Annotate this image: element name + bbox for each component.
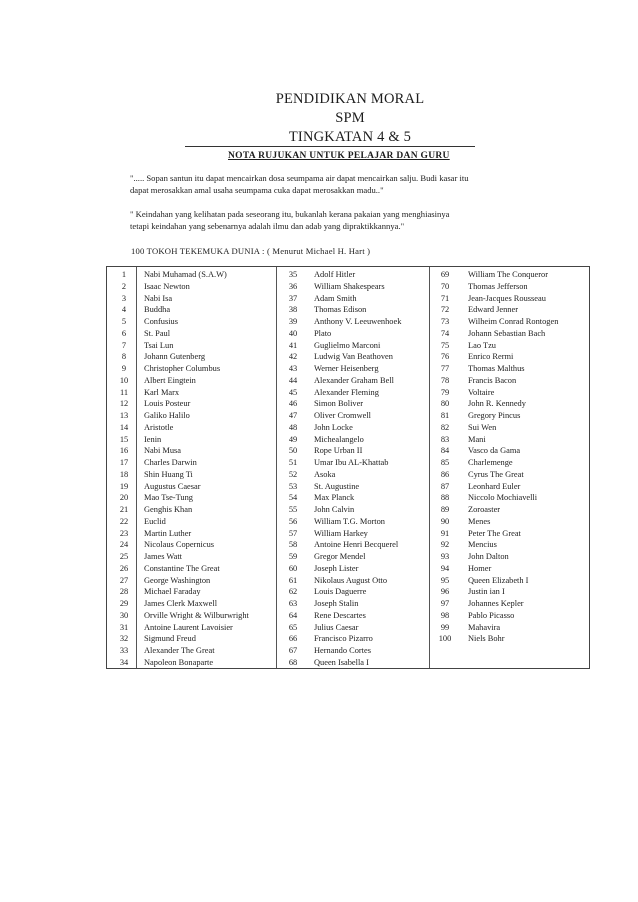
figure-name: Louis Posteur	[144, 399, 191, 409]
figure-name: Anthony V. Leeuwenhoek	[314, 317, 402, 326]
figure-name: Alexander Graham Bell	[314, 375, 394, 385]
figure-name: Simon Boliver	[314, 399, 364, 409]
figure-name: Genghis Khan	[144, 505, 193, 514]
figure-name: Alexander Fleming	[314, 387, 379, 397]
figure-name: Niels Bohr	[468, 634, 505, 644]
figure-name: Vasco da Gama	[468, 446, 521, 456]
rank-number: 7	[121, 340, 127, 350]
figure-name: Cyrus The Great	[468, 469, 524, 479]
rank-number: 9	[121, 364, 127, 373]
rank-number: 66	[288, 634, 298, 644]
table-row	[107, 410, 589, 421]
figure-name: Orville Wright & Wilburwright	[144, 610, 249, 620]
figure-name: St. Paul	[144, 328, 171, 338]
figure-name: George Washington	[144, 575, 211, 585]
table-row	[107, 598, 589, 609]
figure-name: Sui Wen	[468, 422, 497, 432]
figure-name: Mao Tse-Tung	[144, 493, 193, 503]
figure-name: Nabi Muhamad (S.A.W)	[144, 270, 227, 279]
rank-number: 61	[288, 575, 298, 585]
rank-number: 81	[440, 411, 450, 420]
rank-number: 11	[119, 387, 129, 397]
rank-number: 68	[288, 657, 298, 667]
table-row	[107, 504, 589, 515]
rank-number: 46	[288, 399, 298, 409]
figure-name: John Locke	[314, 422, 353, 432]
rank-number: 50	[288, 446, 298, 456]
figure-name: Johann Sebastian Bach	[468, 328, 546, 338]
rank-number: 75	[440, 340, 450, 350]
rank-number: 69	[440, 270, 450, 279]
rank-number: 19	[119, 481, 129, 491]
rank-number: 6	[121, 328, 127, 338]
title-divider	[185, 146, 475, 147]
figure-name: Christopher Columbus	[144, 364, 221, 373]
figure-name: Hernando Cortes	[314, 646, 371, 655]
rank-number: 28	[119, 587, 129, 597]
rank-number: 20	[119, 493, 129, 503]
rank-number: 2	[121, 281, 127, 291]
rank-number: 72	[440, 305, 450, 315]
figure-name: Lao Tzu	[468, 340, 496, 350]
rank-number: 54	[288, 493, 298, 503]
document-title	[0, 90, 638, 147]
figure-name: John Dalton	[468, 552, 509, 561]
rank-number: 12	[119, 399, 129, 409]
figure-name: Augustus Caesar	[144, 481, 201, 491]
figure-name: Johann Gutenberg	[144, 352, 206, 362]
figure-name: Ludwig Van Beathoven	[314, 352, 393, 362]
figure-name: Umar Ibu AL-Khattab	[314, 458, 389, 467]
rank-number: 25	[119, 552, 129, 561]
table-row	[107, 622, 589, 633]
figure-name: Queen Elizabeth I	[468, 575, 529, 585]
rank-number: 51	[288, 458, 298, 467]
figure-name: Wilheim Conrad Rontogen	[468, 317, 559, 326]
table-row	[107, 328, 589, 339]
rank-number: 42	[288, 352, 298, 362]
figure-name: Nikolaus August Otto	[314, 575, 388, 585]
rank-number: 40	[288, 328, 298, 338]
rank-number: 86	[440, 469, 450, 479]
rank-number: 79	[440, 387, 450, 397]
figure-name: Alexander The Great	[144, 646, 215, 655]
rank-number: 56	[288, 516, 298, 526]
figure-name: Albert Eingtein	[144, 375, 196, 385]
rank-number: 34	[119, 657, 129, 667]
table-row	[107, 387, 589, 398]
figure-name: Michealangelo	[314, 434, 364, 444]
figure-name: Oliver Cromwell	[314, 411, 371, 420]
rank-number: 26	[119, 563, 129, 573]
figure-name: Louis Daguerre	[314, 587, 367, 597]
figure-name: Peter The Great	[468, 528, 521, 538]
rank-number: 5	[121, 317, 127, 326]
quote-first: "..... Sopan santun itu dapat mencairkan dosa seumpama air dapat mencairkan salju. Budi kasar itu dapat merosakkan amal usaha seumpama cuka dapat merosakkan madu.."	[130, 173, 469, 195]
table-row	[107, 469, 589, 480]
table-row	[107, 481, 589, 492]
rank-number: 98	[440, 610, 450, 620]
figure-name: Justin ian I	[468, 587, 505, 597]
table-row	[107, 551, 589, 562]
rank-number: 74	[440, 328, 450, 338]
figure-name: Martin Luther	[144, 528, 192, 538]
rank-number: 48	[288, 422, 298, 432]
rank-number: 39	[288, 317, 298, 326]
figure-name: Nicolaus Copernicus	[144, 540, 215, 550]
figure-name: Menes	[468, 516, 491, 526]
rank-number: 67	[288, 646, 298, 655]
table-row	[107, 645, 589, 656]
rank-number: 31	[119, 622, 129, 632]
rank-number: 30	[119, 610, 129, 620]
table-row	[107, 281, 589, 292]
table-row	[107, 586, 589, 597]
rank-number: 82	[440, 422, 450, 432]
rank-number: 84	[440, 446, 450, 456]
title-line: TINGKATAN 4 & 5	[288, 129, 412, 145]
figure-name: Zoroaster	[468, 505, 501, 514]
figure-name: Karl Marx	[144, 387, 180, 397]
figure-name: William Shakespears	[314, 281, 385, 291]
rank-number: 73	[440, 317, 450, 326]
rank-number: 63	[288, 599, 298, 608]
rank-number: 90	[440, 516, 450, 526]
figure-name: William The Conqueror	[468, 270, 548, 279]
table-row	[107, 657, 589, 668]
table-row	[107, 610, 589, 621]
figure-name: Max Planck	[314, 493, 355, 503]
figure-name: Michael Faraday	[144, 587, 201, 597]
table-row	[107, 457, 589, 468]
table-row	[107, 563, 589, 574]
figure-name: Gregory Pincus	[468, 411, 521, 420]
rank-number: 64	[288, 610, 298, 620]
figure-name: John Calvin	[314, 505, 355, 514]
figure-name: Mencius	[468, 540, 497, 550]
figure-name: Francisco Pizarro	[314, 634, 373, 644]
figure-name: Johannes Kepler	[468, 599, 524, 608]
figure-name: Aristotle	[144, 422, 174, 432]
rank-number: 85	[440, 458, 450, 467]
table-row	[107, 445, 589, 456]
rank-number: 87	[440, 481, 450, 491]
rank-number: 100	[438, 634, 452, 644]
list-heading: 100 TOKOH TEKEMUKA DUNIA : ( Menurut Michael H. Hart )	[131, 246, 371, 256]
figure-name: Queen Isabella I	[314, 657, 369, 667]
rank-number: 91	[440, 528, 450, 538]
figure-name: John R. Kennedy	[468, 399, 526, 409]
table-row	[107, 422, 589, 433]
rank-number: 71	[440, 293, 450, 303]
figure-name: Enrico Rermi	[468, 352, 514, 362]
figure-name: Julius Caesar	[314, 622, 359, 632]
figure-name: Guglielmo Marconi	[314, 340, 381, 350]
rank-number: 36	[288, 281, 298, 291]
table-row	[107, 528, 589, 539]
figure-name: Mahavira	[468, 622, 501, 632]
table-row	[107, 516, 589, 527]
rank-number: 4	[121, 305, 127, 315]
figure-name: Pablo Picasso	[468, 610, 515, 620]
rank-number: 88	[440, 493, 450, 503]
rank-number: 37	[288, 293, 298, 303]
table-row	[107, 492, 589, 503]
rank-number: 10	[119, 375, 129, 385]
figure-name: Adam Smith	[314, 293, 357, 303]
figure-name: Gregor Mendel	[314, 552, 366, 561]
quote-second: " Keindahan yang kelihatan pada seseorang itu, bukanlah kerana pakaian yang menghiasinya tetapi keindahan yang sebenarnya adalah ilmu dan adab yang dipraktikkannya."	[130, 209, 450, 231]
figure-name: Joseph Lister	[314, 563, 359, 573]
rank-number: 13	[119, 411, 129, 420]
rank-number: 52	[288, 469, 298, 479]
rank-number: 59	[288, 552, 298, 561]
table-row	[107, 351, 589, 362]
rank-number: 97	[440, 599, 450, 608]
rank-number: 1	[121, 270, 127, 279]
figure-name: Thomas Jefferson	[468, 281, 528, 291]
rank-number: 93	[440, 552, 450, 561]
rank-number: 29	[119, 599, 129, 608]
figure-name: Plato	[314, 328, 332, 338]
figure-name: Charlemenge	[468, 458, 513, 467]
table-row	[107, 633, 589, 644]
rank-number: 23	[119, 528, 129, 538]
figure-name: Leonhard Euler	[468, 481, 521, 491]
rank-number: 43	[288, 364, 298, 373]
rank-number: 38	[288, 305, 298, 315]
figure-name: Charles Darwin	[144, 458, 197, 467]
rank-number: 80	[440, 399, 450, 409]
table-row	[107, 434, 589, 445]
figure-name: Thomas Edison	[314, 305, 367, 315]
rank-number: 78	[440, 375, 450, 385]
rank-number: 33	[119, 646, 129, 655]
figure-name: Napoleon Bonaparte	[144, 657, 214, 667]
rank-number: 53	[288, 481, 298, 491]
rank-number: 60	[288, 563, 298, 573]
rank-number: 49	[288, 434, 298, 444]
figure-name: Isaac Newton	[144, 281, 190, 291]
rank-number: 94	[440, 563, 450, 573]
figure-name: Constantine The Great	[144, 563, 220, 573]
rank-number: 55	[288, 505, 298, 514]
rank-number: 83	[440, 434, 450, 444]
table-row	[107, 375, 589, 386]
table-row	[107, 340, 589, 351]
figure-name: James Watt	[144, 552, 183, 561]
table-row	[107, 575, 589, 586]
rank-number: 96	[440, 587, 450, 597]
figure-name: Nabi Musa	[144, 446, 181, 456]
figure-name: Niccolo Mochiavelli	[468, 493, 538, 503]
table-row	[107, 269, 589, 280]
figure-name: William T.G. Morton	[314, 516, 385, 526]
rank-number: 62	[288, 587, 298, 597]
table-row	[107, 363, 589, 374]
table-row	[107, 316, 589, 327]
figure-name: Shin Huang Ti	[144, 469, 193, 479]
rank-number: 99	[440, 622, 450, 632]
figure-name: Adolf Hitler	[314, 270, 356, 279]
rank-number: 47	[288, 411, 298, 420]
rank-number: 3	[121, 293, 127, 303]
figure-name: Sigmund Freud	[144, 634, 196, 644]
title-line: PENDIDIKAN MORAL	[275, 91, 425, 107]
figure-name: William Harkey	[314, 528, 368, 538]
table-row	[107, 304, 589, 315]
figure-name: Thomas Malthus	[468, 364, 525, 373]
figure-name: Voltaire	[468, 387, 495, 397]
figure-name: Joseph Stalin	[314, 599, 359, 608]
figure-name: Antoine Henri Becquerel	[314, 540, 399, 550]
figure-name: Edward Jenner	[468, 305, 518, 315]
figure-name: Jean-Jacques Rousseau	[468, 293, 546, 303]
figure-name: Galiko Halilo	[144, 411, 190, 420]
rank-number: 18	[119, 469, 129, 479]
rank-number: 65	[288, 622, 298, 632]
rank-number: 14	[119, 422, 129, 432]
title-line: SPM	[335, 110, 365, 126]
rank-number: 22	[119, 516, 129, 526]
rank-number: 35	[288, 270, 298, 279]
figure-name: Rene Descartes	[314, 610, 366, 620]
rank-number: 95	[440, 575, 450, 585]
rank-number: 77	[440, 364, 450, 373]
document-subtitle: NOTA RUJUKAN UNTUK PELAJAR DAN GURU	[228, 151, 450, 161]
figure-name: St. Augustine	[314, 481, 360, 491]
rank-number: 8	[121, 352, 127, 362]
figures-table	[106, 266, 590, 669]
table-row	[107, 293, 589, 304]
rank-number: 58	[288, 540, 298, 550]
figure-name: Antoine Laurent Lavoisier	[144, 622, 233, 632]
rank-number: 57	[288, 528, 298, 538]
figure-name: Werner Heisenberg	[314, 364, 379, 373]
rank-number: 24	[119, 540, 129, 550]
figure-name: Confusius	[144, 317, 178, 326]
rank-number: 89	[440, 505, 450, 514]
table-row	[107, 398, 589, 409]
rank-number: 15	[119, 434, 129, 444]
figure-name: Asoka	[314, 469, 336, 479]
rank-number: 76	[440, 352, 450, 362]
figure-name: Rope Urban II	[314, 446, 363, 456]
rank-number: 92	[440, 540, 450, 550]
figure-name: James Clerk Maxwell	[144, 599, 218, 608]
rank-number: 44	[288, 375, 298, 385]
figure-name: Buddha	[144, 305, 171, 315]
figure-name: Euclid	[144, 516, 166, 526]
rank-number: 32	[119, 634, 129, 644]
rank-number: 27	[119, 575, 129, 585]
rank-number: 70	[440, 281, 450, 291]
figure-name: Mani	[468, 434, 486, 444]
figure-name: Nabi Isa	[144, 293, 173, 303]
figure-name: Tsai Lun	[144, 340, 174, 350]
figure-name: Francis Bacon	[468, 375, 517, 385]
rank-number: 45	[288, 387, 298, 397]
table-row	[107, 539, 589, 550]
rank-number: 16	[119, 446, 129, 456]
figure-name: Homer	[468, 563, 492, 573]
rank-number: 17	[119, 458, 129, 467]
rank-number: 21	[119, 505, 129, 514]
figure-name: Ienin	[144, 434, 162, 444]
rank-number: 41	[288, 340, 298, 350]
